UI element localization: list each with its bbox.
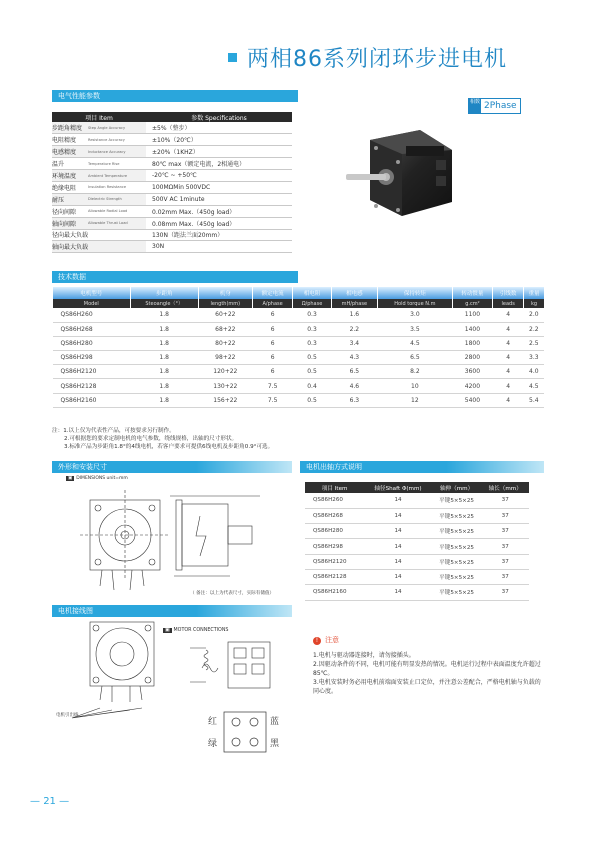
table-cell: 2.0 [524,308,544,322]
table-cell: 6.5 [331,365,378,379]
table-cell: 1.8 [130,351,198,365]
table-row [305,585,529,600]
table-cell: 0.5 [293,393,331,407]
row-name: 径向最大负载 [52,229,88,241]
table-cell: QS86H268 [53,322,131,336]
tech-subheader: A/phase [252,299,293,308]
electrical-header-spec: 参数 Specifications [146,112,292,122]
table-cell: 12 [378,393,452,407]
table-row [53,379,545,393]
table-row [305,569,529,584]
dimensions-icon: ▣ [68,476,73,481]
motor-photo-image [340,120,460,228]
attention-block [313,636,545,696]
table-cell: 4 [493,351,524,365]
attention-item: 3.电机安装时务必用电机前端面安装止口定位，并注意公差配合，严格电机轴与负载的同心度。 [313,679,541,695]
row-name: 温升 [52,158,88,170]
table-row [53,351,545,365]
row-value: 80℃ max（额定电流，2相通电） [146,158,292,170]
table-cell: 7.5 [252,393,293,407]
row-name: 电感精度 [52,146,88,158]
table-cell: 6 [252,322,293,336]
row-value: 100MΩMin 500VDC [146,181,292,193]
table-row [52,134,292,146]
row-name-en: Resistance Accuracy [88,134,146,146]
table-cell: QS86H2120 [305,554,364,569]
wire-color-red: 红 [208,717,218,727]
phase-badge [468,98,521,114]
table-cell: 平键5×5×25 [432,508,482,523]
shaft-header: 轴径Shaft Φ(mm) [364,482,431,493]
row-value: 30N [146,241,292,253]
shaft-header: 项目 Item [305,482,364,493]
row-value: ±5%（整步） [146,122,292,134]
table-cell: 14 [364,569,431,584]
row-name-en: Inductance Accuracy [88,146,146,158]
page-title [228,42,507,72]
row-name-en: Insulation Resistance [88,181,146,193]
tech-subheader: Model [53,299,131,308]
tech-header: 保持转矩 [378,287,452,299]
table-row [53,365,545,379]
connection-schematic [180,638,280,698]
table-row [52,217,292,229]
tech-header: 步距角 [130,287,198,299]
row-name-en [88,241,146,253]
row-value: -20℃ ~ +50℃ [146,170,292,182]
phase-badge-prefix: 相数 [469,99,481,113]
table-row [305,539,529,554]
row-value: ±20%（1KHZ） [146,146,292,158]
technical-table [52,287,544,408]
table-cell: 80+22 [198,336,252,350]
table-cell: 4.3 [331,351,378,365]
wire-color-green: 绿 [208,739,218,749]
table-cell: 1800 [452,336,493,350]
section-bar-shaft: 电机出轴方式说明 [300,461,544,473]
table-row [305,508,529,523]
tech-header: 电机型号 [53,287,131,299]
tech-subheader: length(mm) [198,299,252,308]
table-row [52,205,292,217]
table-cell: QS86H298 [53,351,131,365]
table-cell: 14 [364,585,431,600]
tech-subheader: Steoangle（°） [130,299,198,308]
table-cell: QS86H260 [53,308,131,322]
table-cell: 0.5 [293,351,331,365]
table-cell: 3.0 [378,308,452,322]
table-cell: 60+22 [198,308,252,322]
table-cell: QS86H2160 [53,393,131,407]
warning-icon: ! [313,637,321,645]
table-cell: 37 [481,508,529,523]
row-name-en: Ambient Temperature [88,170,146,182]
table-row [53,308,545,322]
tech-header: 机身 [198,287,252,299]
table-cell: 6 [252,365,293,379]
table-cell: 0.5 [293,365,331,379]
table-cell: 平键5×5×25 [432,585,482,600]
attention-title: 注意 [325,636,339,644]
table-cell: 4.0 [524,365,544,379]
table-cell: 0.3 [293,308,331,322]
table-cell: 6 [252,308,293,322]
notes [52,427,273,452]
table-cell: 1.8 [130,308,198,322]
table-cell: 1.8 [130,365,198,379]
table-cell: 6 [252,351,293,365]
table-cell: 4 [493,365,524,379]
table-cell: 平键5×5×25 [432,569,482,584]
tech-subheader: Ω/phase [293,299,331,308]
table-cell: 14 [364,524,431,539]
row-name-en: Step Angle Accuracy [88,122,146,134]
section-bar-technical: 技术数据 [52,271,298,283]
tech-header: 相电感 [331,287,378,299]
table-row [52,181,292,193]
table-row [52,122,292,134]
shaft-header: 轴长（mm） [481,482,529,493]
row-name: 耐压 [52,193,88,205]
table-row [53,322,545,336]
dimensions-label-text: DIMENSIONS unit=mm [76,476,128,481]
table-cell: 37 [481,493,529,508]
table-cell: 37 [481,524,529,539]
wire-color-blue: 蓝 [270,717,280,727]
row-name-en: Temperature Rise [88,158,146,170]
table-cell: 1.6 [331,308,378,322]
table-cell: QS86H298 [305,539,364,554]
table-cell: 2.2 [524,322,544,336]
connector-pinout-frame [208,710,298,754]
dimensions-drawing [70,486,290,596]
table-cell: 5.4 [524,393,544,407]
table-cell: 1.8 [130,336,198,350]
tech-header: 转动惯量 [452,287,493,299]
section-bar-wiring: 电机接线图 [52,605,292,617]
table-cell: QS86H2120 [53,365,131,379]
table-cell: 6 [252,336,293,350]
attention-heading [313,636,545,645]
table-cell: 平键5×5×25 [432,493,482,508]
table-cell: 2800 [452,351,493,365]
table-cell: 98+22 [198,351,252,365]
table-cell: 3.5 [378,322,452,336]
tech-header: 额定电流 [252,287,293,299]
phase-badge-label: 2Phase [484,101,517,111]
table-cell: 156+22 [198,393,252,407]
table-row [52,193,292,205]
table-cell: 37 [481,569,529,584]
table-cell: QS86H268 [305,508,364,523]
table-cell: 4 [493,322,524,336]
table-cell: 14 [364,508,431,523]
table-cell: 4 [493,336,524,350]
dimensions-label [66,476,128,481]
note-line: 3.标准产品为步距角1.8°的4线电机，若客户要求可提供6线电机及步距角0.9°可选。 [64,444,274,451]
motor-connections-label [163,628,228,633]
table-row [52,158,292,170]
tech-subheader: leads [493,299,524,308]
table-row [52,241,292,253]
row-name: 轴向间隙 [52,217,88,229]
row-value: 130N（距法兰面20mm） [146,229,292,241]
table-cell: QS86H2128 [53,379,131,393]
table-cell: 3600 [452,365,493,379]
table-cell: 1100 [452,308,493,322]
table-cell: 4.5 [378,336,452,350]
table-cell: 14 [364,554,431,569]
page-title-text: 两相86系列闭环步进电机 [247,46,507,72]
table-row [53,393,545,407]
table-cell: 5400 [452,393,493,407]
table-cell: 8.2 [378,365,452,379]
table-cell: 平键5×5×25 [432,539,482,554]
row-value: 0.02mm Max.（450g load） [146,205,292,217]
attention-item: 1.电机与驱动器连接时，请勿接插头。 [313,652,415,659]
table-cell: 0.4 [293,379,331,393]
table-cell: 2.2 [331,322,378,336]
row-name-en: Allowable Thrust Load [88,217,146,229]
table-cell: 0.3 [293,336,331,350]
table-cell: QS86H2128 [305,569,364,584]
table-row [53,336,545,350]
tech-subheader: g.cm² [452,299,493,308]
table-cell: 1.8 [130,379,198,393]
electrical-header-item: 项目 Item [52,112,146,122]
section-bar-dimensions: 外形和安装尺寸 [52,461,292,473]
table-cell: 37 [481,554,529,569]
table-cell: 平键5×5×25 [432,524,482,539]
table-row [305,554,529,569]
table-cell: 0.3 [293,322,331,336]
table-cell: 4 [493,393,524,407]
dimensions-note: （ 备注：以上为代表尺寸，实际有储值） [190,591,275,596]
electrical-table [52,112,292,253]
table-cell: 2.5 [524,336,544,350]
title-square-icon [228,53,237,62]
note-line: 注：1.以上仅为代表性产品，可按要求另行制作。 [52,428,175,434]
row-value: 500V AC 1minute [146,193,292,205]
row-name: 电阻精度 [52,134,88,146]
table-cell: 14 [364,539,431,554]
tech-header: 重量 [524,287,544,299]
row-name-en [88,229,146,241]
table-row [52,229,292,241]
table-cell: 3.3 [524,351,544,365]
connector-pinout [208,710,298,754]
table-cell: 120+22 [198,365,252,379]
attention-item: 2.因驱动条件的不同，电机可能有明显发热的情况。电机运行过程中表面温度允许超过85℃。 [313,661,541,677]
row-value: 0.08mm Max.（450g load） [146,217,292,229]
table-cell: 平键5×5×25 [432,554,482,569]
table-cell: 6.3 [331,393,378,407]
row-name-en: Dielectric Strength [88,193,146,205]
table-cell: 10 [378,379,452,393]
row-value: ±10%（20℃） [146,134,292,146]
tech-header: 相电阻 [293,287,331,299]
table-cell: 4 [493,379,524,393]
shaft-table [305,482,529,601]
connections-icon: ▣ [165,628,170,633]
table-cell: 1.8 [130,322,198,336]
tech-header: 引线数 [493,287,524,299]
row-name: 步距角精度 [52,122,88,134]
table-row [305,524,529,539]
motor-connections-text: MOTOR CONNECTIONS [173,628,229,633]
table-cell: 1.8 [130,393,198,407]
table-cell: 4.6 [331,379,378,393]
shaft-header: 轴伸（mm） [432,482,482,493]
page-number-text: 21 [43,796,56,807]
row-name-en: Allowable Radial Load [88,205,146,217]
table-cell: 4 [493,308,524,322]
table-cell: 7.5 [252,379,293,393]
table-cell: 4.5 [524,379,544,393]
table-cell: 6.5 [378,351,452,365]
table-cell: 3.4 [331,336,378,350]
table-cell: 130+22 [198,379,252,393]
tech-subheader: Hold torque N.m [378,299,452,308]
tech-subheader: kg [524,299,544,308]
table-cell: 14 [364,493,431,508]
table-cell: 37 [481,539,529,554]
table-row [305,493,529,508]
row-name: 绝缘电阻 [52,181,88,193]
table-cell: 1400 [452,322,493,336]
row-name: 径向间隙 [52,205,88,217]
section-bar-electrical: 电气性能参数 [52,90,298,102]
cable-note: 电机引出线 [56,713,79,718]
table-cell: 37 [481,585,529,600]
tech-subheader: mH/phase [331,299,378,308]
table-cell: QS86H280 [305,524,364,539]
note-line: 2.可根据您的要求定制电机的电气参数，绕线规格，出轴的尺寸形状。 [64,436,238,443]
table-cell: QS86H2160 [305,585,364,600]
table-cell: QS86H260 [305,493,364,508]
page-number: — 21 — [30,796,70,807]
table-cell: 4200 [452,379,493,393]
wire-color-black: 黑 [270,739,280,749]
table-row [52,170,292,182]
table-cell: 68+22 [198,322,252,336]
table-cell: QS86H280 [53,336,131,350]
row-name: 轴向最大负载 [52,241,88,253]
row-name: 环境温度 [52,170,88,182]
table-row [52,146,292,158]
